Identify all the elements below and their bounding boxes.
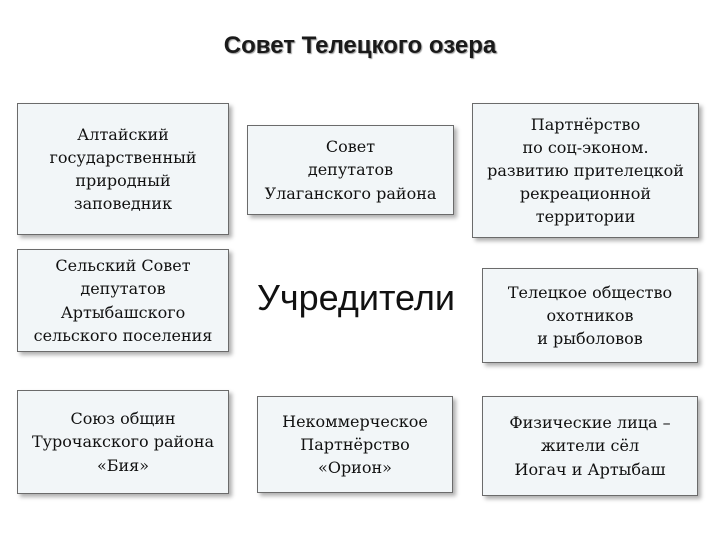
box-artybash-council: Сельский Совет депутатов Артыбашского сельского поселения [17,249,229,352]
box-orion: Некоммерческое Партнёрство «Орион» [257,396,453,493]
box-ulagan-council: Совет депутатов Улаганского района [247,125,454,215]
page-title: Совет Телецкого озера [223,32,497,59]
founders-label: Учредители [256,277,456,318]
box-hunters-society: Телецкое общество охотников и рыболовов [482,268,698,363]
box-turochak-union: Союз общин Турочакского района «Бия» [17,390,229,494]
box-altai-reserve: Алтайский государственный природный заповедник [17,103,229,235]
box-individuals: Физические лица – жители сёл Иогач и Артыбаш [482,396,698,496]
box-partnership: Партнёрство по соц-эконом. развитию прителецкой рекреационной территории [472,103,699,238]
